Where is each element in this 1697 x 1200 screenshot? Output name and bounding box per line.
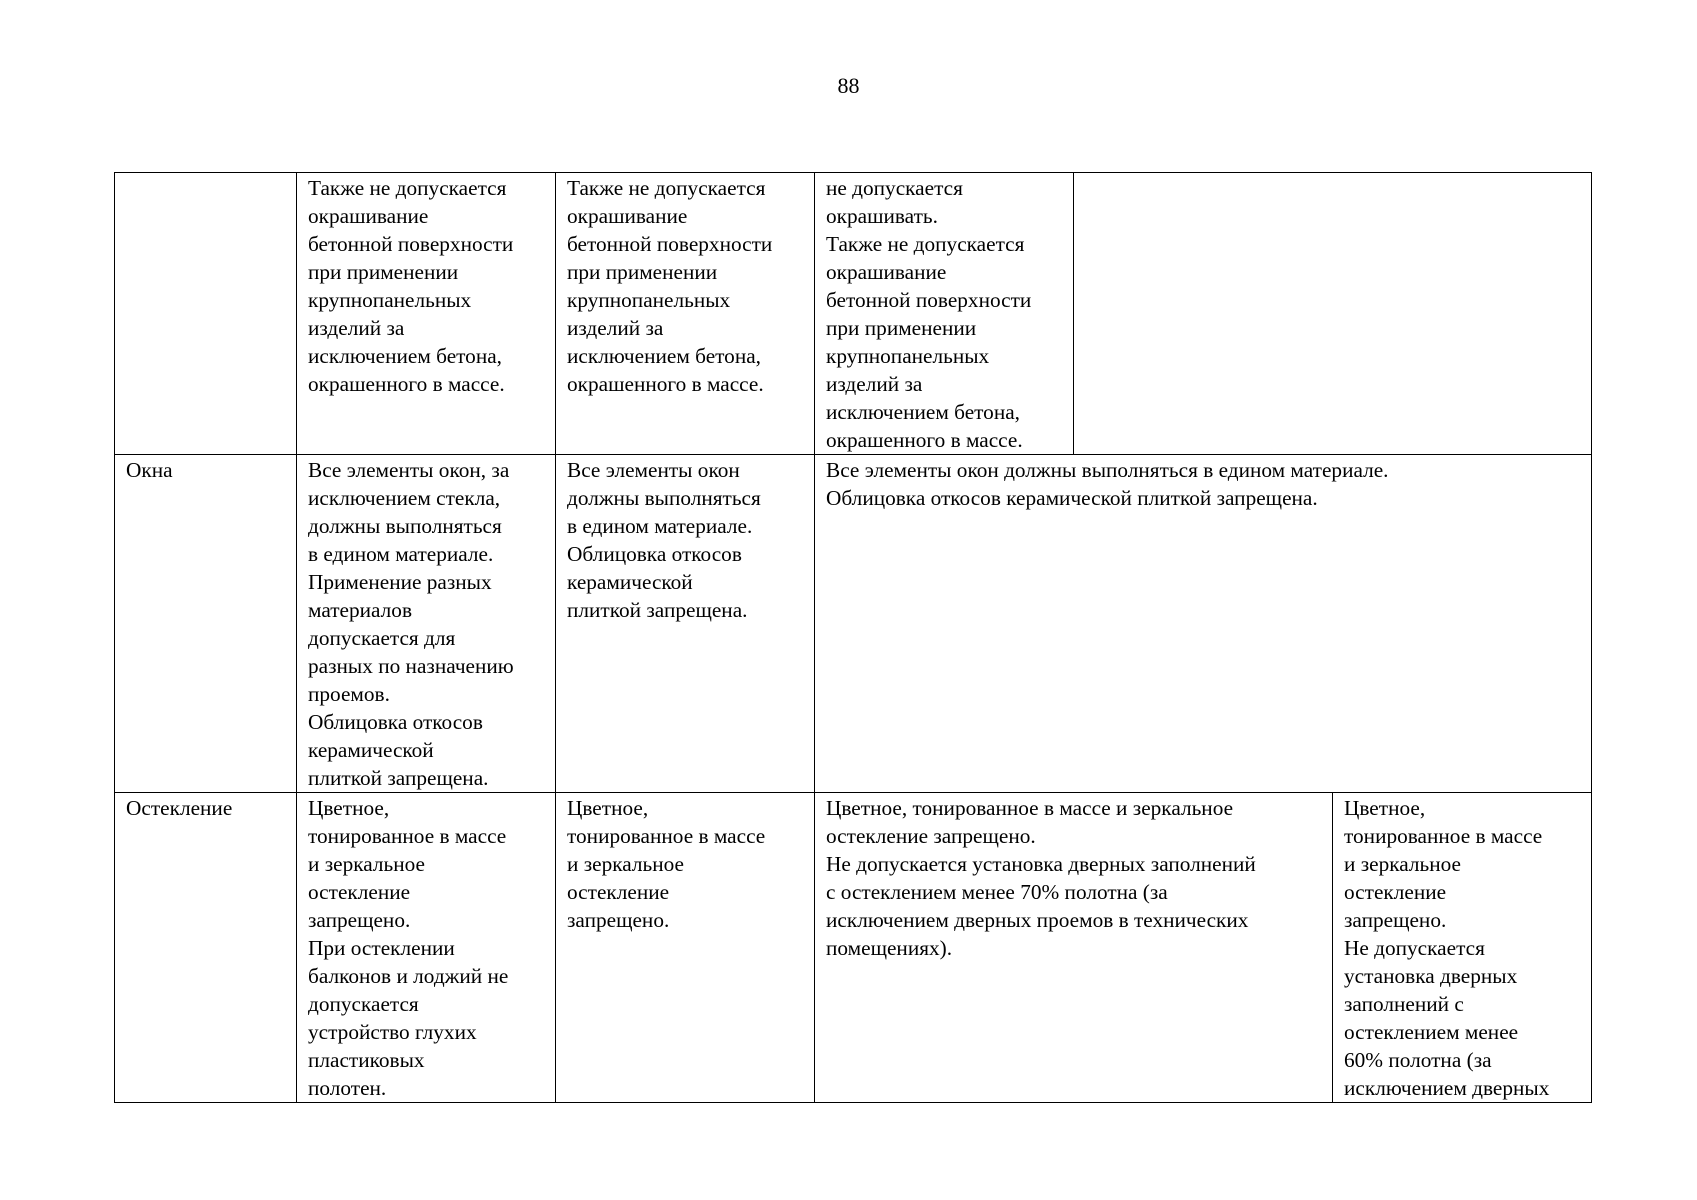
table-row-glazing bbox=[115, 793, 1592, 1103]
table-cell: Цветное, тонированное в массе и зеркальное остекление запрещено. Не допускается установка дверных заполнений с остеклением менее 60% полотна (за исключением дверных bbox=[1333, 793, 1592, 1103]
row-label-cell bbox=[115, 173, 297, 455]
table-row-continued bbox=[115, 173, 1592, 455]
table-cell-merged: Цветное, тонированное в массе и зеркальное остекление запрещено. Не допускается установка дверных заполнений с остеклением менее 70% полотна (за исключением дверных проемов в технических помещениях). bbox=[815, 793, 1333, 1103]
table-cell: Цветное, тонированное в массе и зеркальное остекление запрещено. При остеклении балконов и лоджий не допускается устройство глухих пластиковых полотен. bbox=[297, 793, 556, 1103]
page-number: 88 bbox=[837, 73, 860, 98]
requirements-table bbox=[114, 172, 1592, 1103]
table-cell: Также не допускается окрашивание бетонной поверхности при применении крупнопанельных изделий за исключением бетона, окрашенного в массе. bbox=[297, 173, 556, 455]
table-cell: Цветное, тонированное в массе и зеркальное остекление запрещено. bbox=[556, 793, 815, 1103]
table-cell: Все элементы окон должны выполняться в едином материале. Облицовка откосов керамической плиткой запрещена. bbox=[556, 455, 815, 793]
table-cell-empty bbox=[1074, 173, 1592, 455]
table-cell: Также не допускается окрашивание бетонной поверхности при применении крупнопанельных изделий за исключением бетона, окрашенного в массе. bbox=[556, 173, 815, 455]
row-label-cell: Остекление bbox=[115, 793, 297, 1103]
table-cell-merged: Все элементы окон должны выполняться в едином материале. Облицовка откосов керамической плиткой запрещена. bbox=[815, 455, 1592, 793]
row-label-cell: Окна bbox=[115, 455, 297, 793]
table-cell: Все элементы окон, за исключением стекла, должны выполняться в едином материале. Применение разных материалов допускается для разных по назначению проемов. Облицовка откосов керамической плиткой запрещена. bbox=[297, 455, 556, 793]
table-cell: не допускается окрашивать. Также не допускается окрашивание бетонной поверхности при применении крупнопанельных изделий за исключением бетона, окрашенного в массе. bbox=[815, 173, 1074, 455]
table-row-windows bbox=[115, 455, 1592, 793]
